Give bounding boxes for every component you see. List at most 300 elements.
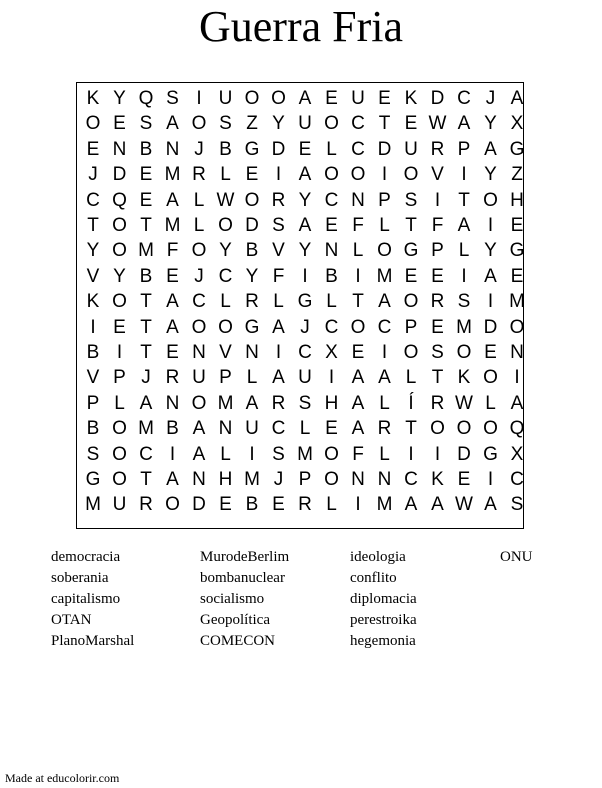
grid-cell: T (87, 215, 99, 236)
grid-cell: V (431, 164, 444, 186)
word-list-item: democracia (51, 549, 121, 565)
grid-cell: I (169, 443, 176, 465)
grid-cell: M (297, 443, 313, 465)
grid-cell: D (112, 164, 127, 186)
grid-cell: R (377, 418, 392, 440)
grid-cell: D (430, 88, 445, 109)
grid-cell: R (245, 291, 259, 313)
grid-cell: I (302, 265, 308, 287)
grid-cell: K (457, 367, 471, 389)
grid-cell: L (379, 215, 390, 236)
grid-row (77, 238, 525, 263)
grid-cell: O (324, 113, 339, 135)
grid-cell: P (404, 316, 418, 338)
grid-row (77, 162, 525, 187)
word-list-item: bombanuclear (200, 570, 285, 586)
grid-cell: Y (298, 189, 312, 211)
grid-cell: A (192, 443, 206, 465)
grid-cell: N (324, 240, 339, 262)
grid-cell: A (378, 367, 391, 389)
grid-cell: O (324, 443, 339, 465)
grid-cell: E (484, 342, 497, 363)
grid-row (77, 188, 525, 213)
grid-cell: I (514, 367, 520, 389)
grid-cell: S (166, 88, 179, 109)
grid-cell: C (457, 88, 471, 109)
grid-cell: H (218, 469, 233, 490)
grid-cell: O (509, 316, 525, 338)
grid-row (77, 315, 525, 340)
grid-cell: L (458, 240, 470, 262)
grid-cell: L (246, 367, 258, 389)
grid-cell: D (457, 443, 471, 465)
grid-cell: O (112, 469, 127, 490)
grid-cell: O (191, 316, 207, 338)
grid-cell: L (220, 443, 231, 465)
grid-cell: L (352, 240, 364, 262)
grid-cell: M (164, 215, 181, 236)
grid-cell: U (192, 367, 206, 389)
grid-cell: O (244, 88, 260, 109)
grid-cell: J (88, 164, 98, 186)
grid-cell: N (165, 138, 180, 160)
grid-cell: O (377, 240, 392, 262)
grid-cell: M (509, 291, 525, 313)
grid-cell: C (324, 316, 339, 338)
grid-cell: C (218, 265, 233, 287)
grid-cell: E (325, 215, 338, 236)
grid-cell: O (112, 240, 127, 262)
grid-cell: A (298, 215, 312, 236)
grid-cell: U (298, 113, 312, 135)
grid-cell: B (86, 342, 100, 363)
grid-cell: B (245, 240, 259, 262)
grid-cell: C (510, 469, 524, 490)
word-list-item: socialismo (200, 591, 265, 607)
grid-cell: M (138, 418, 154, 440)
grid-cell: R (271, 189, 286, 211)
grid-cell: A (378, 291, 391, 313)
grid-cell: O (191, 392, 207, 414)
grid-row (77, 416, 525, 441)
word-list-item: Geopolítica (200, 612, 270, 628)
grid-cell: I (487, 215, 494, 236)
grid-cell: E (272, 494, 285, 516)
grid-cell: J (194, 265, 204, 287)
grid-cell: A (245, 392, 259, 414)
grid-cell: A (457, 113, 471, 135)
grid-row (77, 137, 525, 162)
grid-cell: M (376, 265, 393, 287)
grid-cell: T (458, 189, 470, 211)
grid-cell: C (351, 113, 365, 135)
word-list-item: MurodeBerlim (200, 549, 290, 565)
grid-cell: U (298, 367, 312, 389)
grid-cell: I (355, 494, 361, 516)
grid-cell: A (351, 367, 365, 389)
grid-cell: A (431, 494, 444, 516)
grid-cell: G (509, 240, 525, 262)
grid-cell: E (298, 138, 312, 160)
grid-row (77, 365, 525, 390)
grid-cell: T (405, 418, 417, 440)
grid-cell: O (218, 316, 233, 338)
grid-cell: O (483, 189, 498, 211)
grid-cell: K (86, 291, 100, 313)
grid-cell: Y (484, 164, 497, 186)
grid-cell: S (272, 215, 285, 236)
grid-cell: M (164, 164, 181, 186)
grid-cell: A (510, 392, 524, 414)
grid-cell: O (403, 164, 419, 186)
grid-cell: C (351, 138, 365, 160)
word-list-item: OTAN (51, 612, 92, 628)
grid-cell: I (487, 469, 494, 490)
grid-cell: E (404, 265, 418, 287)
grid-cell: H (324, 392, 339, 414)
grid-cell: T (140, 215, 152, 236)
grid-cell: O (403, 342, 419, 363)
grid-cell: E (457, 469, 471, 490)
grid-cell: I (381, 164, 388, 186)
grid-row (77, 467, 525, 492)
word-list-column (500, 547, 602, 568)
grid-cell: Y (113, 88, 126, 109)
grid-cell: O (350, 316, 366, 338)
grid-cell: X (510, 113, 524, 135)
grid-cell: T (378, 113, 391, 135)
word-list-column (200, 547, 340, 652)
grid-cell: R (271, 392, 286, 414)
grid-cell: F (272, 265, 285, 287)
grid-cell: I (408, 443, 414, 465)
grid-cell: U (404, 138, 418, 160)
grid-cell: B (219, 138, 232, 160)
grid-row (77, 442, 525, 467)
grid-cell: E (166, 265, 179, 287)
grid-cell: Z (246, 113, 258, 135)
grid-cell: N (510, 342, 524, 363)
grid-cell: L (485, 392, 496, 414)
grid-cell: L (326, 494, 337, 516)
grid-cell: K (431, 469, 444, 490)
grid-cell: I (434, 443, 441, 465)
grid-cell: L (220, 291, 231, 313)
word-list-column (51, 547, 191, 652)
grid-cell: U (351, 88, 365, 109)
grid-cell: C (324, 189, 339, 211)
grid-cell: S (219, 113, 232, 135)
grid-cell: T (140, 469, 152, 490)
grid-cell: R (430, 392, 445, 414)
grid-row (77, 391, 525, 416)
grid-cell: E (219, 494, 232, 516)
grid-cell: L (379, 443, 390, 465)
grid-cell: O (271, 88, 286, 109)
grid-cell: G (244, 138, 260, 160)
grid-cell: E (86, 138, 100, 160)
grid-cell: M (138, 240, 154, 262)
grid-cell: O (218, 215, 233, 236)
grid-cell: W (455, 494, 473, 516)
grid-cell: P (431, 240, 444, 262)
grid-cell: U (245, 418, 259, 440)
grid-cell: I (275, 342, 282, 363)
grid-cell: E (166, 342, 179, 363)
grid-cell: R (430, 138, 445, 160)
grid-cell: D (483, 316, 498, 338)
grid-cell: O (324, 469, 339, 490)
grid-cell: S (272, 443, 285, 465)
grid-cell: L (405, 367, 417, 389)
grid-cell: Y (272, 113, 285, 135)
grid-cell: I (355, 265, 361, 287)
word-list-item: capitalismo (51, 591, 121, 607)
grid-cell: O (456, 418, 472, 440)
grid-cell: C (404, 469, 418, 490)
word-list-item: soberania (51, 570, 109, 586)
grid-cell: Q (112, 189, 127, 211)
grid-cell: I (328, 367, 335, 389)
grid-cell: A (298, 164, 312, 186)
grid-cell: O (483, 418, 498, 440)
grid-cell: O (350, 164, 366, 186)
grid-cell: C (86, 189, 100, 211)
grid-cell: S (86, 443, 100, 465)
grid-row (77, 340, 525, 365)
grid-cell: T (140, 291, 152, 313)
grid-cell: T (140, 316, 152, 338)
grid-cell: N (112, 138, 127, 160)
grid-cell: R (430, 291, 445, 313)
grid-cell: S (139, 113, 153, 135)
grid-row (77, 289, 525, 314)
grid-cell: E (351, 342, 365, 363)
grid-cell: C (192, 291, 206, 313)
grid-cell: Y (86, 240, 100, 262)
grid-cell: E (113, 316, 126, 338)
grid-cell: B (245, 494, 259, 516)
grid-cell: J (300, 316, 310, 338)
grid-cell: O (85, 113, 101, 135)
grid-cell: V (219, 342, 232, 363)
grid-cell: R (298, 494, 312, 516)
grid-cell: W (428, 113, 447, 135)
footer-credit: Made at educolorir.com (5, 771, 120, 785)
grid-cell: E (325, 88, 338, 109)
grid-cell: T (352, 291, 364, 313)
grid-cell: A (510, 88, 524, 109)
grid-cell: G (509, 138, 525, 160)
page-title: Guerra Fria (198, 2, 403, 51)
word-list-item: COMECON (200, 633, 276, 649)
grid-cell: P (86, 392, 100, 414)
grid-cell: W (455, 392, 473, 414)
grid-cell: O (403, 291, 419, 313)
grid-cell: D (245, 215, 259, 236)
grid-cell: S (457, 291, 471, 313)
grid-cell: G (85, 469, 101, 490)
grid-cell: I (487, 291, 494, 313)
grid-cell: I (90, 316, 96, 338)
grid-cell: G (483, 443, 498, 465)
grid-cell: L (379, 392, 390, 414)
grid-cell: L (220, 164, 231, 186)
grid-cell: O (112, 418, 127, 440)
grid-cell: J (485, 88, 496, 109)
grid-cell: V (272, 240, 285, 262)
grid-cell: A (298, 88, 312, 109)
grid-cell: H (510, 189, 524, 211)
grid-cell: N (165, 392, 180, 414)
grid-cell: D (377, 138, 392, 160)
grid-cell: K (86, 88, 100, 109)
grid-cell: W (216, 189, 235, 211)
grid-cell: Y (298, 240, 312, 262)
grid-cell: O (430, 418, 445, 440)
word-list-item: conflito (350, 570, 397, 586)
grid-cell: M (456, 316, 472, 338)
grid-cell: A (272, 316, 285, 338)
word-list-item: hegemonia (350, 633, 416, 649)
grid-cell: B (166, 418, 179, 440)
grid-cell: E (113, 113, 126, 135)
grid-cell: E (139, 164, 153, 186)
grid-cell: B (86, 418, 100, 440)
grid-cell: V (86, 265, 100, 287)
grid-cell: Y (219, 240, 232, 262)
grid-cell: I (116, 342, 123, 363)
grid-cell: A (166, 189, 179, 211)
grid-cell: D (271, 138, 286, 160)
grid-cell: S (404, 189, 418, 211)
grid-cell: M (244, 469, 260, 490)
grid-cell: N (192, 342, 206, 363)
grid-cell: M (85, 494, 101, 516)
grid-cell: E (510, 265, 524, 287)
grid-cell: Y (484, 113, 497, 135)
grid-row (77, 492, 525, 517)
grid-cell: K (404, 88, 418, 109)
grid-cell: O (112, 291, 127, 313)
grid-cell: A (484, 494, 497, 516)
word-list-item: ONU (500, 549, 533, 565)
grid-cell: N (218, 418, 233, 440)
word-list-column (350, 547, 490, 652)
grid-cell: L (114, 392, 125, 414)
grid-cell: C (298, 342, 312, 363)
grid-cell: G (403, 240, 419, 262)
grid-cell: C (139, 443, 153, 465)
grid-cell: J (141, 367, 151, 389)
grid-cell: O (191, 240, 207, 262)
grid-cell: U (218, 88, 233, 109)
grid-cell: P (298, 469, 312, 490)
grid-cell: A (484, 265, 497, 287)
grid-cell: A (192, 418, 206, 440)
grid-cell: O (324, 164, 339, 186)
grid-cell: R (165, 367, 180, 389)
word-list-item: perestroika (350, 612, 417, 628)
grid-cell: Z (511, 164, 523, 186)
word-list (0, 547, 602, 657)
grid-cell: Y (113, 265, 126, 287)
grid-cell: Q (138, 88, 154, 109)
grid-cell: T (405, 215, 417, 236)
grid-cell: A (272, 367, 285, 389)
grid-cell: G (244, 316, 260, 338)
grid-cell: A (404, 494, 418, 516)
grid-cell: E (404, 113, 418, 135)
grid-cell: E (325, 418, 338, 440)
grid-cell: E (139, 189, 153, 211)
grid-cell: S (431, 342, 444, 363)
grid-cell: P (219, 367, 232, 389)
grid-cell: B (139, 265, 153, 287)
grid-cell: I (196, 88, 202, 109)
grid-cell: F (352, 215, 364, 236)
grid-row (77, 86, 525, 111)
grid-cell: T (431, 367, 444, 389)
grid-cell: Y (484, 240, 497, 262)
grid-cell: A (166, 469, 179, 490)
grid-cell: O (191, 113, 207, 135)
grid-cell: N (351, 189, 365, 211)
grid-cell: C (377, 316, 392, 338)
grid-cell: E (510, 215, 524, 236)
grid-cell: O (483, 367, 498, 389)
grid-cell: A (484, 138, 497, 160)
grid-cell: A (139, 392, 153, 414)
grid-cell: S (510, 494, 524, 516)
grid-cell: X (510, 443, 524, 465)
word-search-grid (76, 82, 524, 529)
grid-cell: O (456, 342, 472, 363)
grid-cell: E (378, 88, 391, 109)
grid-cell: D (192, 494, 206, 516)
grid-cell: F (352, 443, 364, 465)
grid-cell: J (273, 469, 284, 490)
grid-cell: V (86, 367, 100, 389)
grid-row (77, 213, 525, 238)
grid-cell: E (431, 316, 444, 338)
grid-cell: X (325, 342, 338, 363)
grid-cell: R (139, 494, 153, 516)
word-list-item: ideologia (350, 549, 406, 565)
grid-cell: U (112, 494, 127, 516)
grid-cell: B (139, 138, 153, 160)
grid-cell: I (249, 443, 255, 465)
grid-cell: M (217, 392, 234, 414)
grid-cell: I (275, 164, 282, 186)
grid-cell: B (325, 265, 338, 287)
grid-cell: I (461, 265, 467, 287)
grid-cell: A (166, 316, 179, 338)
grid-cell: R (192, 164, 206, 186)
grid-cell: L (326, 138, 337, 160)
grid-cell: L (299, 418, 311, 440)
grid-cell: F (431, 215, 444, 236)
grid-cell: E (245, 164, 259, 186)
grid-row (77, 111, 525, 136)
grid-cell: A (166, 291, 179, 313)
word-list-item: PlanoMarshal (51, 633, 135, 649)
grid-cell: O (165, 494, 180, 516)
grid-cell: A (351, 418, 365, 440)
grid-cell: N (245, 342, 259, 363)
grid-cell: E (431, 265, 444, 287)
grid-cell: L (273, 291, 284, 313)
